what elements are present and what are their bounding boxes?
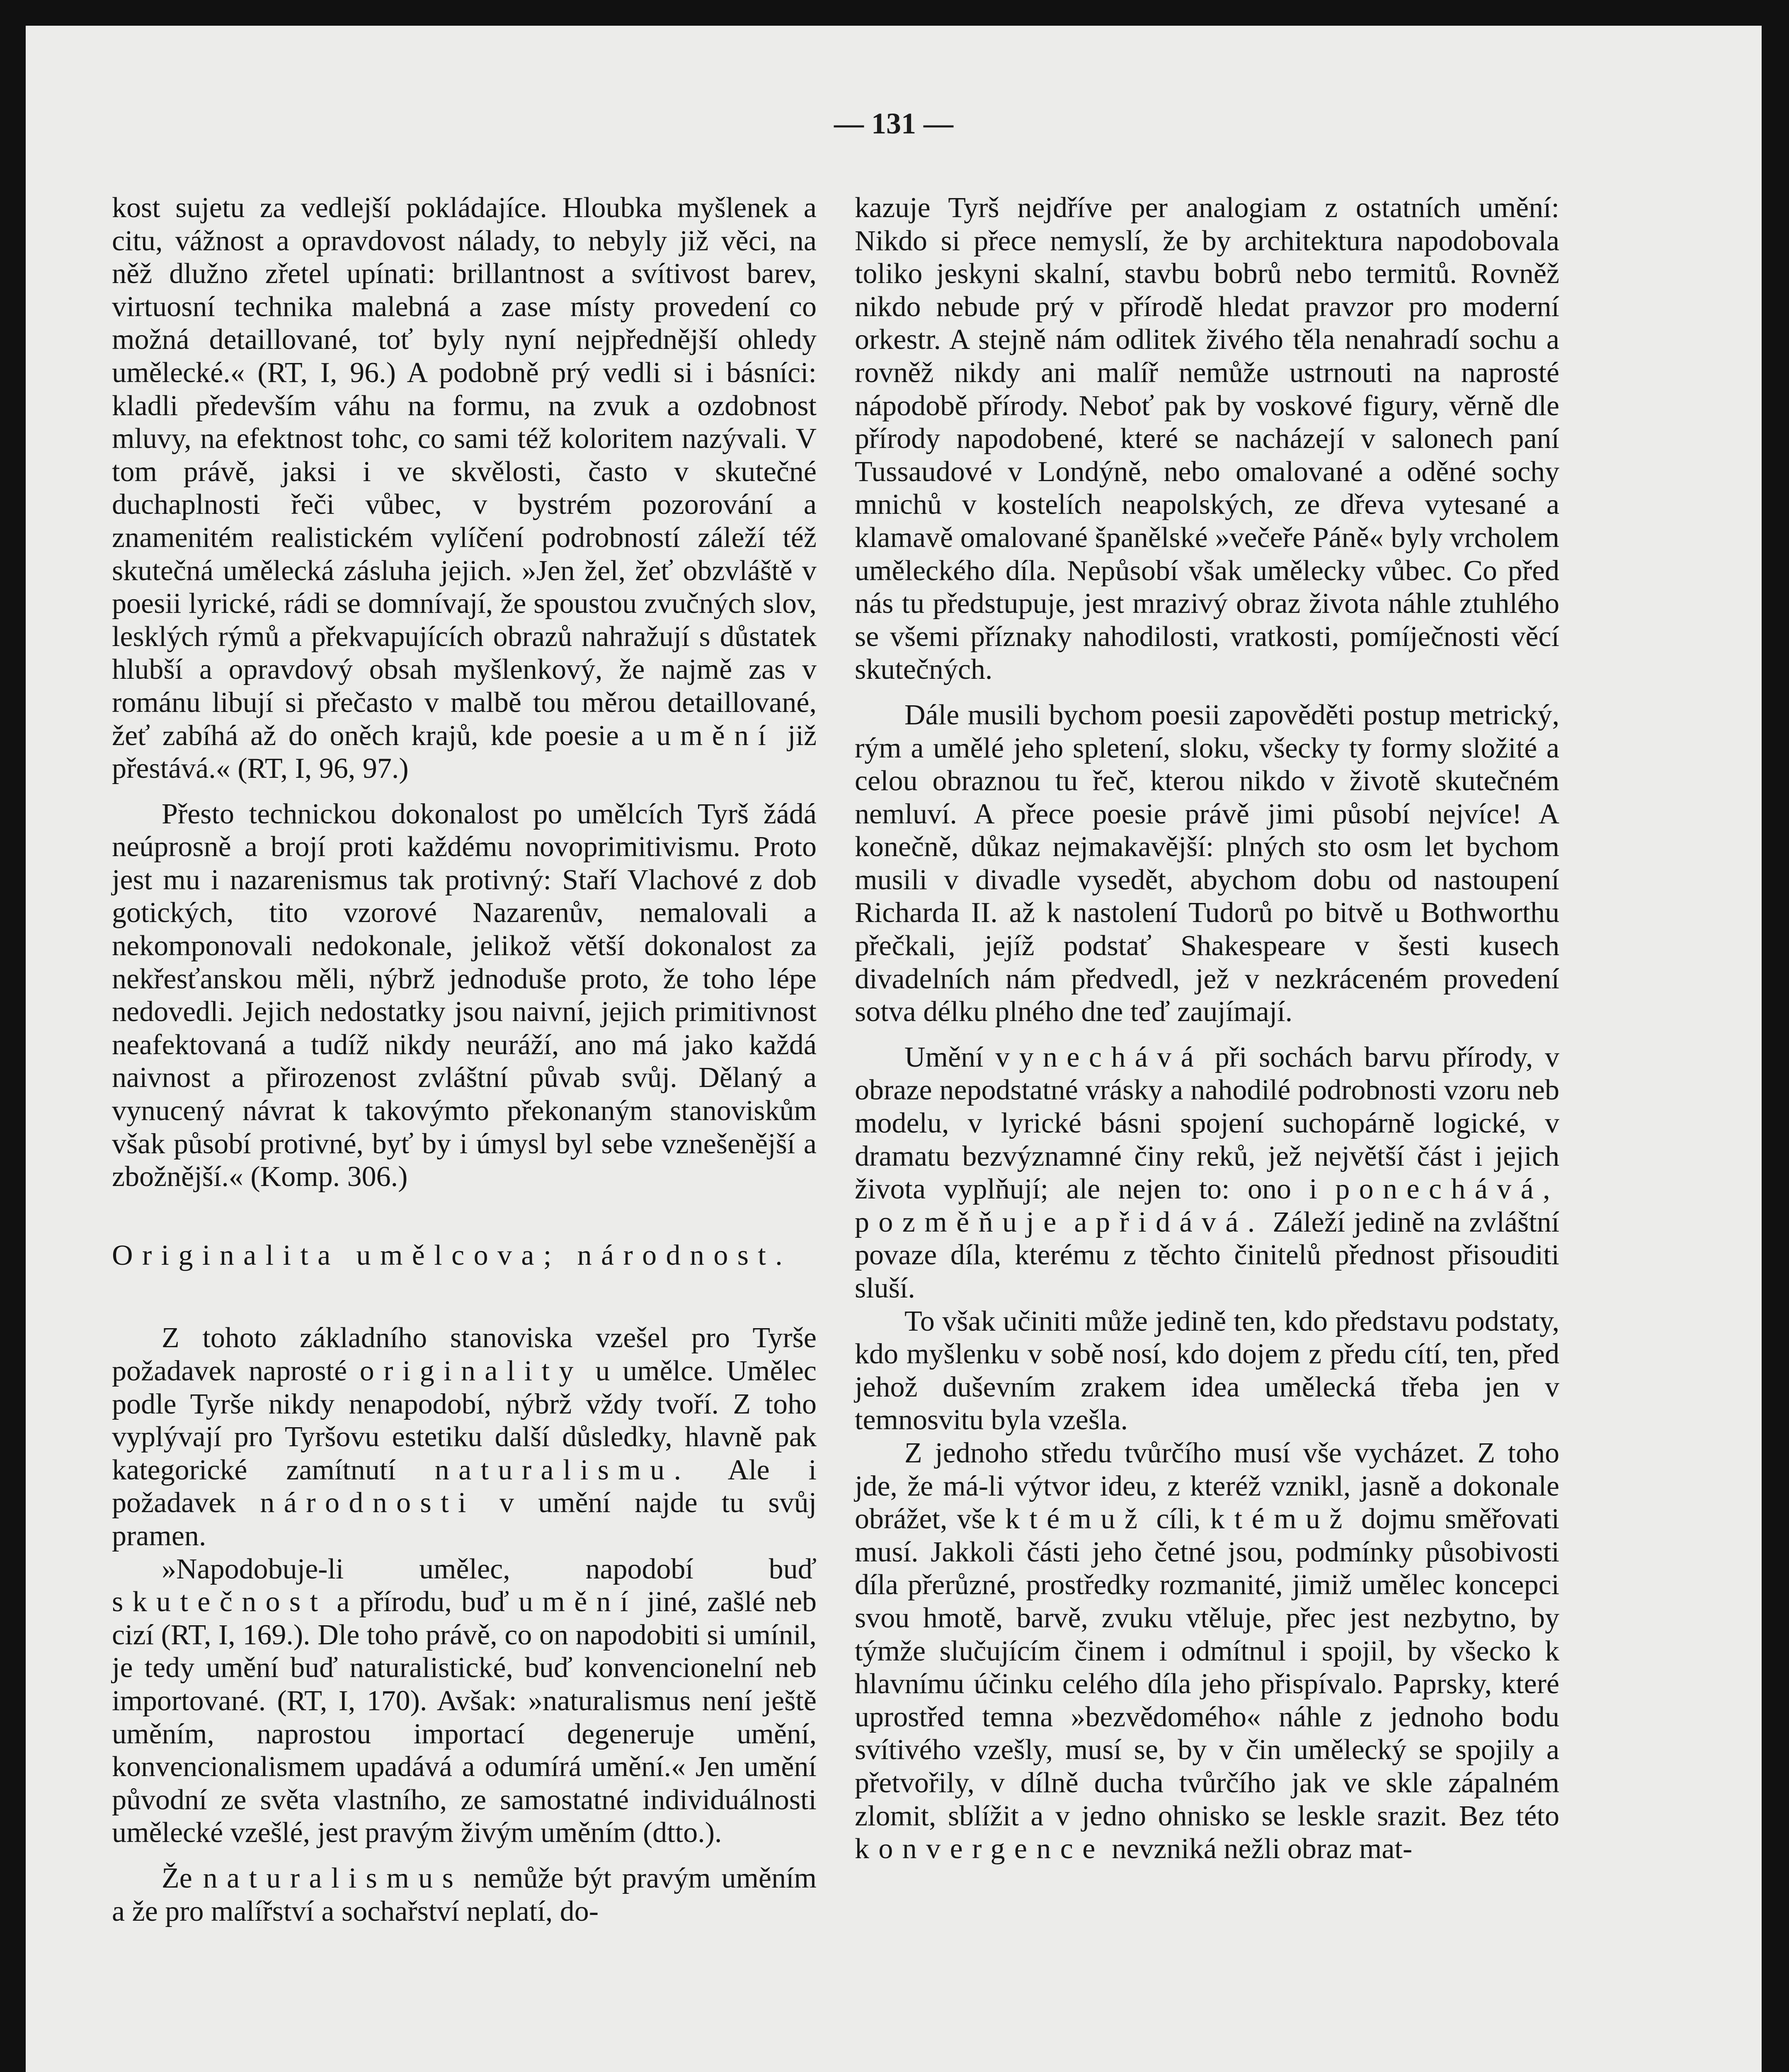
spaced-word: umění [656, 719, 776, 752]
spaced-word: naturalismu. [434, 1454, 691, 1486]
paragraph: Umění vynechává při sochách barvu přírody, v obraze nepodstatné vrásky a nahodilé podrobnosti vzoru neb modelu, v lyrické básni spojení suchopárně logické, v dramatu bezvýznamné činy reků, jež největší část i jejich života vyplňují; ale nejen to: ono i ponechává, pozměňuje a přidává. Záleží jedině na zvláštní povaze díla, kterému z těchto činitelů přednost přisouditi sluší. [855, 1041, 1560, 1304]
paragraph: To však učiniti může jedině ten, kdo představu podstaty, kdo myšlenku v sobě nosí, kdo dojem z předu cítí, ten, před jehož duševním zrakem idea umělecká třeba jen v temnosvitu byla vzešla. [855, 1305, 1559, 1436]
spaced-word: umění [518, 1586, 638, 1618]
book-page [26, 26, 1762, 2072]
spaced-word: témuž [1029, 1503, 1147, 1535]
spaced-word: vynechává [995, 1041, 1203, 1073]
section-heading: Originalita umělcova; národnost. [112, 1239, 792, 1271]
paragraph: Z tohoto základního stanoviska vzešel pro Tyrše požadavek naprosté originality u umělce. Umělec podle Tyrše nikdy nenapodobí, nýbrž vždy tvoří. Z toho vyplývají pro Tyršovu estetiku další důsledky, hlavně pak kategorické zamítnutí naturalismu. Ale i požadavek národnosti v umění najde tu svůj pramen. [112, 1322, 817, 1552]
spaced-word: skutečnost [112, 1586, 327, 1618]
spaced-word: přidává. [1096, 1206, 1264, 1238]
right-column [855, 191, 1559, 1866]
spaced-word: konvergence [855, 1833, 1105, 1865]
paragraph: Z jednoho středu tvůrčího musí vše vycházet. Z toho jde, že má-li výtvor ideu, z kteréž vznikl, jasně a dokonale obrážet, vše k témuž cíli, k témuž dojmu směřovati musí. Jakkoli části jeho četné jsou, podmínky působivosti díla přerůzné, prostředky rozmanité, jimiž umělec koncepci svou hmotě, barvě, zvuku vtěluje, přec jest nezbytno, by týmže slučujícím činem i odmítnul i spojil, by všecko k hlavnímu účinku celého díla jeho přispívalo. Paprsky, které uprostřed temna »bezvědomého« náhle z jednoho bodu svítivého vzešly, musí se, by v čin umělecký se spojily a přetvořily, v dílně ducha tvůrčího jak ve skle zápalném zlomit, sblížit a v jedno ohnisko se leskle srazit. Bez této konvergence nevzniká nežli obraz mat- [855, 1437, 1560, 1865]
spaced-word: ponechává, pozměňuje [855, 1173, 1560, 1238]
paragraph: Přesto technickou dokonalost po umělcích Tyrš žádá neúprosně a brojí proti každému novoprimitivismu. Proto jest mu i nazarenismus tak protivný: Staří Vlachové z dob gotických, tito vzorové Nazarenův, nemalovali a nekomponovali nedokonale, jelikož větší dokonalost za nekřesťanskou měli, nýbrž jednoduše proto, že toho lépe nedovedli. Jejich nedostatky jsou naivní, jejich primitivnost neafektovaná a tudíž nikdy neuráží, ano má jako každá naivnost a přirozenost zvláštní půvab svůj. Dělaný a vynucený návrat k takovýmto překonaným stanoviskům však působí protivné, byť by i úmysl byl sebe vznešenější a zbožnější.« (Komp. 306.) [112, 798, 817, 1193]
spaced-word: naturalismus [203, 1862, 463, 1894]
paragraph: Dále musili bychom poesii zapověděti postup metrický, rým a umělé jeho spletení, sloku, všecky ty formy složité a celou obraznou tu řeč, kterou nikdo v životě skutečném nemluví. A přece poesie právě jimi působí nejvíce! A konečně, důkaz nejmakavější: plných sto osm let bychom musili v divadle vysedět, abychom dobu od nastoupení Richarda II. až k nastolení Tudorů po bitvě u Bothworthu přečkali, jejíž podstať Shakespeare v šesti kusech divadelních nám předvedl, jež v nezkráceném provedení sotva délku plného dne teď zaujímají. [855, 699, 1559, 1028]
page-number: — 131 — [834, 107, 953, 140]
spaced-word: témuž [1234, 1503, 1352, 1535]
spaced-word: originality [359, 1355, 583, 1387]
left-column [112, 191, 817, 1928]
paragraph: »Napodobuje-li umělec, napodobí buď skutečnost a přírodu, buď umění jiné, zašlé neb cizí (RT, I, 169.). Dle toho právě, co on napodobiti si umínil, je tedy umění buď naturalistické, buď konvencionelní neb importované. (RT, I, 170). Avšak: »naturalismus není ještě uměním, naprostou importací degeneruje umění, konvencionalismem upadává a odumírá umění.« Jen umění původní ze světa vlastního, ze samostatné individuálnosti umělecké vzešlé, jest pravým živým uměním (dtto.). [112, 1553, 817, 1849]
paragraph: kazuje Tyrš nejdříve per analogiam z ostatních umění: Nikdo si přece nemyslí, že by architektura napodobovala toliko jeskyni skalní, stavbu bobrů nebo termitů. Rovněž nikdo nebude prý v přírodě hledat pravzor pro moderní orkestr. A stejně nám odlitek živého těla nenahradí sochu a rovněž nikdy ani malíř nemůže ustrnouti na naprosté nápodobě přírody. Neboť pak by voskové figury, věrně dle přírody napodobené, které se nacházejí v salonech paní Tussaudové v Londýně, nebo omalované a oděné sochy mnichů v kostelích neapolských, ze dřeva vytesané a klamavě omalované španělské »večeře Páně« byly vrcholem uměleckého díla. Nepůsobí však umělecky vůbec. Co před nás tu předstupuje, jest mrazivý obraz života náhle ztuhlého se všemi příznaky nahodilosti, vratkosti, pomíječnosti věcí skutečných. [855, 192, 1559, 686]
spaced-word: národnosti [260, 1487, 475, 1519]
paragraph: Že naturalismus nemůže být pravým uměním a že pro malířství a sochařství neplatí, do- [112, 1862, 817, 1927]
paragraph: kost sujetu za vedlejší pokládajíce. Hloubka myšlenek a citu, vážnost a opravdovost nálady, to nebyly již věci, na něž dlužno zřetel upínati: brillantnost a svítivost barev, virtuosní technika malebná a zase místy provedení co možná detaillované, toť byly nyní nejpřednější ohledy umělecké.« (RT, I, 96.) A podobně prý vedli si i básníci: kladli především váhu na formu, na zvuk a ozdobnost mluvy, na efektnost tohc, co sami též koloritem nazývali. V tom právě, jaksi i ve skvělosti, často v skutečné duchaplnosti řeči vůbec, v bystrém pozorování a znamenitém realistickém vylíčení podrobností záleží též skutečná umělecká zásluha jejich. »Jen žel, žeť obzvláště v poesii lyrické, rádi se domnívají, že spoustou zvučných slov, lesklých rýmů a překvapujících obrazů nahražují s důstatek hlubší a opravdový obsah myšlenkový, že najmě zas v románu libují si přečasto v malbě tou měrou detaillované, žeť zabíhá až do oněch krajů, kde poesie a umění již přestává.« (RT, I, 96, 97.) [112, 192, 817, 785]
